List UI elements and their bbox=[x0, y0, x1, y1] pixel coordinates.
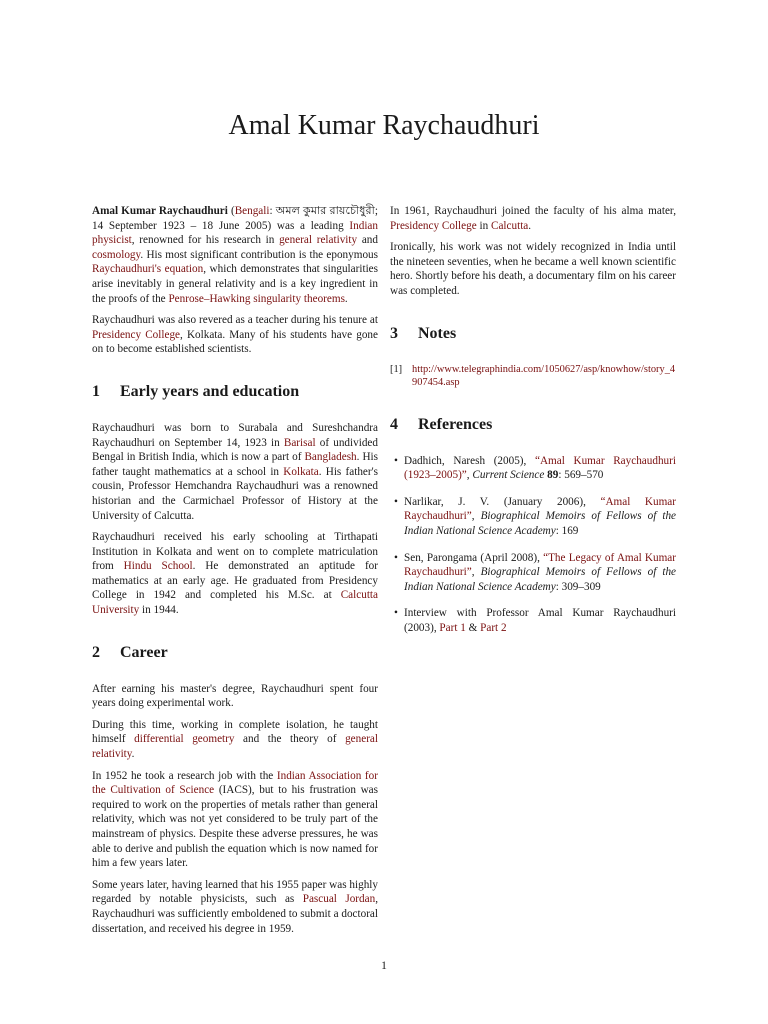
presidency-college-link[interactable]: Presidency College bbox=[92, 328, 181, 341]
presidency-college-link-2[interactable]: Presidency College bbox=[390, 219, 477, 232]
hindu-school-link[interactable]: Hindu School bbox=[123, 560, 193, 573]
pascual-jordan-link[interactable]: Pascual Jordan bbox=[302, 893, 376, 906]
calcutta-university-link[interactable]: Calcutta University bbox=[92, 589, 378, 617]
career-paragraph-4: Some years later, having learned that his 1955 paper was highly regarded by notable physicists, such as Pascual Jordan, Raychaudhuri was sufficiently emboldened to submit a doctoral dissertation, and received his degree in 1959. bbox=[92, 878, 378, 935]
bullet-icon: • bbox=[394, 607, 398, 620]
general-relativity-link-2[interactable]: general relativity bbox=[92, 733, 378, 761]
reference-item: • Sen, Parongama (April 2008), “The Legacy of Amal Kumar Raychaudhuri”, Biographical Memoirs of Fellows of the Indian National Science Academy: 309–309 bbox=[394, 551, 677, 593]
career-paragraph-1: After earning his master's degree, Raychaudhuri spent four years doing experimental work. bbox=[92, 682, 378, 710]
cosmology-link[interactable]: cosmology bbox=[92, 248, 141, 261]
page-title: Amal Kumar Raychaudhuri bbox=[228, 110, 540, 141]
raychaudhuri-equation-link[interactable]: Raychaudhuri's equation bbox=[92, 263, 204, 276]
reference-item: • Narlikar, J. V. (January 2006), “Amal Kumar Raychaudhuri”, Biographical Memoirs of Fellows of the Indian National Science Academy: 169 bbox=[394, 495, 677, 537]
bullet-icon: • bbox=[394, 495, 398, 508]
note-marker: [1] bbox=[390, 363, 403, 375]
iacs-link[interactable]: Indian Association for the Cultivation of Science bbox=[92, 769, 378, 797]
right-column bbox=[390, 204, 676, 648]
part-2-link[interactable]: Part 2 bbox=[480, 621, 507, 634]
note-item bbox=[390, 363, 676, 390]
bengali-link[interactable]: Bengali bbox=[234, 205, 270, 217]
differential-geometry-link[interactable]: differential geometry bbox=[134, 733, 235, 746]
references-list bbox=[390, 454, 676, 636]
page-number: 1 bbox=[381, 960, 387, 972]
left-column bbox=[92, 204, 378, 943]
early-paragraph-1: Raychaudhuri was born to Surabala and Sureshchandra Raychaudhuri on September 14, 1923 in Barisal of undivided Bengal in British India, which is now a part of Bangladesh. His father taught mathematics at a school in Kolkata. His father's cousin, Professor Hemchandra Raychaudhuri was a renowned historian and the Carmichael Professor of History at the University of Calcutta. bbox=[92, 421, 379, 522]
part-1-link[interactable]: Part 1 bbox=[439, 621, 466, 634]
section-heading-references: 4 References bbox=[390, 415, 493, 433]
career-paragraph-6: Ironically, his work was not widely recognized in India until the nineteen seventies, when he became a well known scientific hero. Shortly before his death, a documentary film on his career was completed. bbox=[390, 241, 676, 297]
section-heading-early-years: 1 Early years and education bbox=[92, 382, 300, 400]
section-heading-notes: 3 Notes bbox=[390, 324, 457, 342]
penrose-hawking-link[interactable]: Penrose–Hawking singularity theorems bbox=[168, 292, 345, 305]
kolkata-link[interactable]: Kolkata bbox=[283, 465, 319, 478]
reference-item: • Interview with Professor Amal Kumar Raychaudhuri (2003), Part 1 & Part 2 bbox=[394, 607, 676, 634]
general-relativity-link[interactable]: general relativity bbox=[279, 234, 358, 247]
bangladesh-link[interactable]: Bangladesh bbox=[304, 451, 357, 464]
early-paragraph-2: Raychaudhuri received his early schooling at Tirthapati Institution in Kolkata and went on to complete matriculation from Hindu School. He demonstrated an aptitude for mathematics at an early age. He graduated from Presidency College in 1942 and completed his M.Sc. at Calcutta University in 1944. bbox=[92, 531, 378, 617]
reference-link[interactable]: “Amal Kumar Raychaudhuri (1923–2005)” bbox=[404, 454, 676, 482]
barisal-link[interactable]: Barisal bbox=[283, 436, 316, 449]
note-url-link[interactable]: http://www.telegraphindia.com/1050627/asp/knowhow/story_4907454.asp bbox=[412, 363, 676, 389]
indian-physicist-link[interactable]: Indian physicist bbox=[92, 219, 378, 247]
reference-item: • Dadhich, Naresh (2005), “Amal Kumar Raychaudhuri (1923–2005)”, Current Science 89: 569–570 bbox=[394, 454, 676, 482]
subject-name: Amal Kumar Raychaudhuri bbox=[92, 205, 228, 217]
journal-title: Current Science bbox=[472, 469, 545, 482]
journal-title: Biographical Memoirs of Fellows of the Indian National Science Academy bbox=[404, 566, 677, 593]
career-paragraph-5: In 1961, Raychaudhuri joined the faculty of his alma mater, Presidency College in Calcutta. bbox=[390, 205, 676, 232]
career-paragraph-3: In 1952 he took a research job with the Indian Association for the Cultivation of Science (IACS), but to his frustration was required to work on the properties of metals rather than general relativity, which was not yet considered to be truly part of the mainstream of physics. Despite these adverse pressures, he was able to derive and publish the equation which is now named for him a few years later. bbox=[92, 769, 378, 870]
intro-paragraph-2: Raychaudhuri was also revered as a teacher during his tenure at Presidency College, Kolkata. Many of his students have gone on to become established scientists. bbox=[92, 314, 378, 356]
volume: 89 bbox=[547, 469, 559, 482]
reference-link[interactable]: “Amal Kumar Raychaudhuri” bbox=[404, 495, 677, 523]
intro-paragraph: Amal Kumar Raychaudhuri (Bengali: অমল কুমার রায়চৌধুরী; 14 September 1923 – 18 June 2005) was a leading Indian physicist, renowned for his research in general relativity and cosmology. His most significant contribution is the eponymous Raychaudhuri's equation, which demonstrates that singularities arise inevitably in general relativity and is a key ingredient in the proofs of the Penrose–Hawking singularity theorems. bbox=[92, 205, 378, 305]
bullet-icon: • bbox=[394, 551, 398, 564]
notes-list bbox=[390, 363, 676, 390]
calcutta-link[interactable]: Calcutta bbox=[490, 219, 529, 232]
section-heading-career: 2 Career bbox=[92, 643, 168, 661]
career-paragraph-2: During this time, working in complete isolation, he taught himself differential geometry and the theory of general relativity. bbox=[92, 718, 378, 761]
journal-title: Biographical Memoirs of Fellows of the Indian National Science Academy bbox=[404, 510, 677, 537]
bullet-icon: • bbox=[394, 454, 398, 467]
reference-link[interactable]: “The Legacy of Amal Kumar Raychaudhuri” bbox=[404, 551, 676, 579]
